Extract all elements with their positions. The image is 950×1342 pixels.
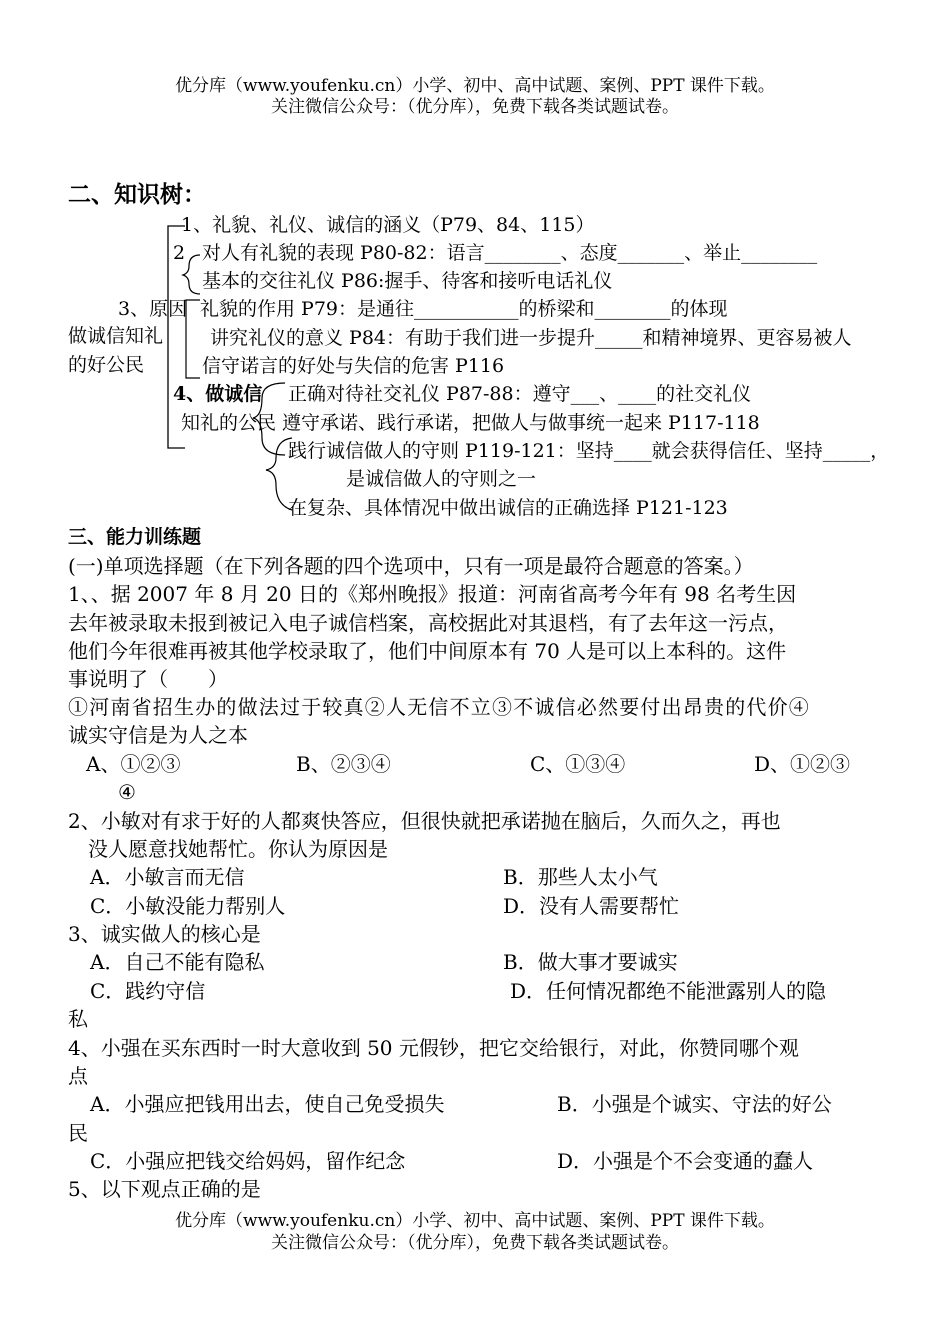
- tree-item-4d: 在复杂、具体情况中做出诚信的正确选择 P121-123: [288, 497, 728, 519]
- q3-option-c: C．践约守信: [90, 979, 206, 1003]
- header-line-2: 关注微信公众号：（优分库），免费下载各类试题试卷。: [271, 97, 679, 117]
- tree-item-1: 1、礼貌、礼仪、诚信的涵义（P79、84、115）: [181, 214, 595, 236]
- q1-option-b: B、②③④: [296, 752, 391, 776]
- tree-item-4c-cont: 是诚信做人的守则之一: [346, 468, 537, 490]
- q1-line-4: 事说明了（ ）: [68, 667, 228, 691]
- q4-option-b-wrap: 民: [68, 1121, 88, 1145]
- item2-brace: [183, 255, 200, 294]
- tree-item-4c: 践行诚信做人的守则 P119-121：坚持____就会获得信任、坚持_____，: [288, 440, 890, 462]
- q1-line-5: ①河南省招生办的做法过于较真②人无信不立③不诚信必然要付出昂贵的代价④: [68, 695, 810, 719]
- q3-option-a: A．自己不能有隐私: [90, 950, 265, 974]
- tree-item-4-label: 4、做诚信: [173, 383, 263, 405]
- q1-line-6: 诚实守信是为人之本: [68, 723, 248, 747]
- q1-option-c: C、①③④: [530, 752, 626, 776]
- header-line-1: 优分库（www.youfenku.cn）小学、初中、高中试题、案例、PPT 课件下载。: [175, 76, 775, 96]
- tree-item-3a: 礼貌的作用 P79：是通往___________的桥梁和________的体现: [200, 298, 728, 320]
- tree-item-2a: 对人有礼貌的表现 P80-82：语言________、态度_______、举止________: [202, 242, 818, 264]
- footer-line-1: 优分库（www.youfenku.cn）小学、初中、高中试题、案例、PPT 课件下载。: [175, 1211, 775, 1231]
- q2-option-b: B．那些人太小气: [503, 865, 658, 889]
- q3-stem: 3、诚实做人的核心是: [68, 922, 261, 946]
- q1-line-2: 去年被录取未报到被记入电子诚信档案，高校据此对其退档，有了去年这一污点，: [68, 611, 788, 635]
- q2-option-d: D．没有人需要帮忙: [503, 894, 680, 918]
- q2-option-c: C．小敏没能力帮别人: [90, 894, 286, 918]
- q3-option-d-wrap: 私: [68, 1007, 88, 1031]
- tree-item-3b: 讲究礼仪的意义 P84：有助于我们进一步提升_____和精神境界、更容易被人: [210, 327, 852, 349]
- practice-heading: 三、能力训练题: [68, 526, 202, 548]
- q5-stem: 5、以下观点正确的是: [68, 1177, 261, 1201]
- q3-option-d: D．任何情况都绝不能泄露别人的隐: [510, 979, 827, 1003]
- tree-item-3c: 信守诺言的好处与失信的危害 P116: [202, 355, 505, 377]
- q2-option-a: A．小敏言而无信: [90, 865, 245, 889]
- tree-item-2-number: 2: [173, 242, 186, 264]
- q3-option-b: B．做大事才要诚实: [503, 950, 678, 974]
- tree-item-2b: 基本的交往礼仪 P86:握手、待客和接听电话礼仪: [202, 270, 613, 292]
- q4-line-1: 4、小强在买东西时一时大意收到 50 元假钞，把它交给银行，对此，你赞同哪个观: [68, 1036, 799, 1060]
- root-node-line-1: 做诚信知礼: [68, 325, 164, 347]
- q4-line-2: 点: [68, 1064, 88, 1088]
- tree-item-4-label-2: 知礼的公民: [181, 412, 277, 434]
- q2-line-2: 没人愿意找她帮忙。你认为原因是: [88, 837, 388, 861]
- tree-item-3-label: 3、原因: [118, 298, 188, 320]
- q2-line-1: 2、小敏对有求于好的人都爽快答应，但很快就把承诺抛在脑后，久而久之，再也: [68, 809, 781, 833]
- footer-line-2: 关注微信公众号：（优分库），免费下载各类试题试卷。: [271, 1233, 679, 1253]
- q1-option-d-wrap: ④: [118, 780, 136, 804]
- tree-item-4b: 遵守承诺、践行承诺，把做人与做事统一起来 P117-118: [282, 412, 760, 434]
- q1-line-1: 1、、据 2007 年 8 月 20 日的《郑州晚报》报道：河南省高考今年有 98 名考生因: [68, 582, 797, 606]
- item3-bracket: [186, 300, 200, 378]
- q4-option-a: A．小强应把钱用出去，使自己免受损失: [90, 1092, 445, 1116]
- practice-subheading: (一)单项选择题（在下列各题的四个选项中，只有一项是最符合题意的答案。）: [68, 554, 754, 578]
- root-node-line-2: 的好公民: [68, 354, 145, 376]
- q4-option-b: B．小强是个诚实、守法的好公: [557, 1092, 832, 1116]
- tree-item-4a: 正确对待社交礼仪 P87-88：遵守___、____的社交礼仪: [288, 383, 752, 405]
- knowledge-tree-heading: 二、知识树：: [68, 181, 206, 208]
- q1-line-3: 他们今年很难再被其他学校录取了，他们中间原本有 70 人是可以上本科的。这件: [68, 639, 787, 663]
- q4-option-c: C．小强应把钱交给妈妈，留作纪念: [90, 1149, 406, 1173]
- q4-option-d: D．小强是个不会变通的蠢人: [557, 1149, 814, 1173]
- q1-option-a: A、①②③: [86, 752, 181, 776]
- q1-option-d: D、①②③: [754, 752, 851, 776]
